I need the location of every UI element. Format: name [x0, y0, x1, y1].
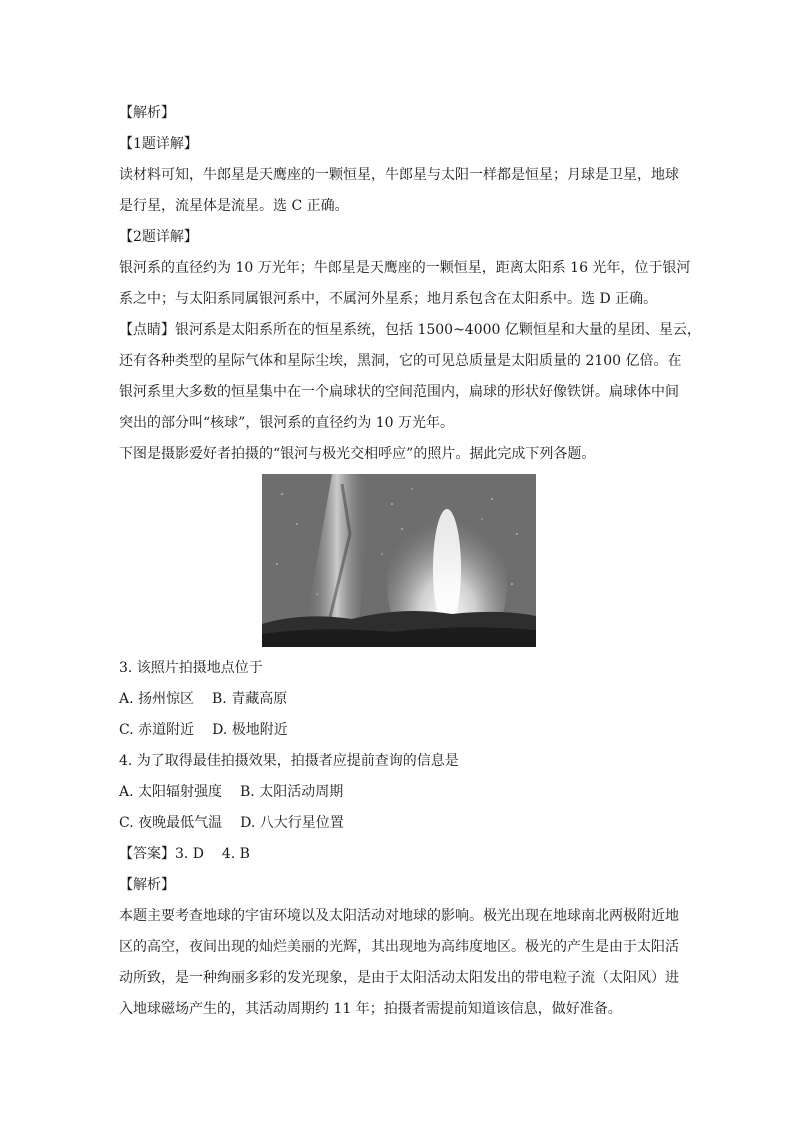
option-d[interactable]: D. 极地附近	[212, 722, 288, 738]
document-page	[119, 98, 701, 1025]
photo-intro: 下图是摄影爱好者拍摄的“银河与极光交相呼应”的照片。据此完成下列各题。	[119, 446, 596, 462]
question-4-stem: 4. 为了取得最佳拍摄效果，拍摄者应提前查询的信息是	[119, 753, 459, 769]
q1-detail-heading: 【1题详解】	[119, 136, 198, 152]
dianjing-line: 突出的部分叫“核球”，银河系的直径约为 10 万光年。	[119, 415, 455, 431]
analysis-heading: 【解析】	[119, 877, 175, 893]
question-3-stem: 3. 该照片拍摄地点位于	[119, 660, 263, 676]
option-c[interactable]: C. 夜晚最低气温	[119, 815, 223, 831]
night-sky-image	[262, 474, 536, 647]
dianjing-line: 【点睛】银河系是太阳系所在的恒星系统，包括 1500~4000 亿颗恒星和大量的星团、星云，	[119, 322, 701, 338]
dianjing-line: 还有各种类型的星际气体和星际尘埃，黑洞，它的可见总质量是太阳质量的 2100 亿倍。在	[119, 353, 682, 369]
answer-line: 【答案】3. D 4. B	[119, 846, 250, 862]
q2-text-line: 银河系的直径约为 10 万光年；牛郎星是天鹰座的一颗恒星，距离太阳系 16 光年，位于银河	[119, 260, 691, 276]
option-c[interactable]: C. 赤道附近	[119, 722, 195, 738]
option-a[interactable]: A. 太阳辐射强度	[119, 784, 223, 800]
analysis-line: 区的高空，夜间出现的灿烂美丽的光辉，其出现地为高纬度地区。极光的产生是由于太阳活	[119, 939, 679, 955]
q2-detail-heading: 【2题详解】	[119, 229, 198, 245]
option-b[interactable]: B. 太阳活动周期	[240, 784, 344, 800]
analysis-line: 动所致，是一种绚丽多彩的发光现象，是由于太阳活动太阳发出的带电粒子流（太阳风）进	[119, 970, 679, 986]
option-a[interactable]: A. 扬州惊区	[119, 691, 195, 707]
question-3-options-row	[119, 684, 679, 715]
q2-text-line: 系之中；与太阳系同属银河系中，不属河外星系；地月系包含在太阳系中。选 D 正确。	[119, 291, 658, 307]
question-4-options-row	[119, 808, 679, 839]
analysis-line: 本题主要考查地球的宇宙环境以及太阳活动对地球的影响。极光出现在地球南北两极附近地	[119, 908, 679, 924]
analysis-line: 入地球磁场产生的，其活动周期约 11 年；拍摄者需提前知道该信息，做好准备。	[119, 1001, 622, 1017]
q1-text-line: 读材料可知，牛郎星是天鹰座的一颗恒星，牛郎星与太阳一样都是恒星；月球是卫星，地球	[119, 167, 679, 183]
question-4-options-row	[119, 777, 679, 808]
option-b[interactable]: B. 青藏高原	[212, 691, 288, 707]
q1-text-line: 是行星，流星体是流星。选 C 正确。	[119, 198, 349, 214]
photo-container	[119, 474, 679, 647]
dianjing-line: 银河系里大多数的恒星集中在一个扁球状的空间范围内，扁球的形状好像铁饼。扁球体中间	[119, 384, 679, 400]
question-3-options-row	[119, 715, 679, 746]
option-d[interactable]: D. 八大行星位置	[240, 815, 344, 831]
section-heading-jiexi: 【解析】	[119, 105, 175, 121]
milky-way-aurora-photo	[262, 474, 536, 647]
